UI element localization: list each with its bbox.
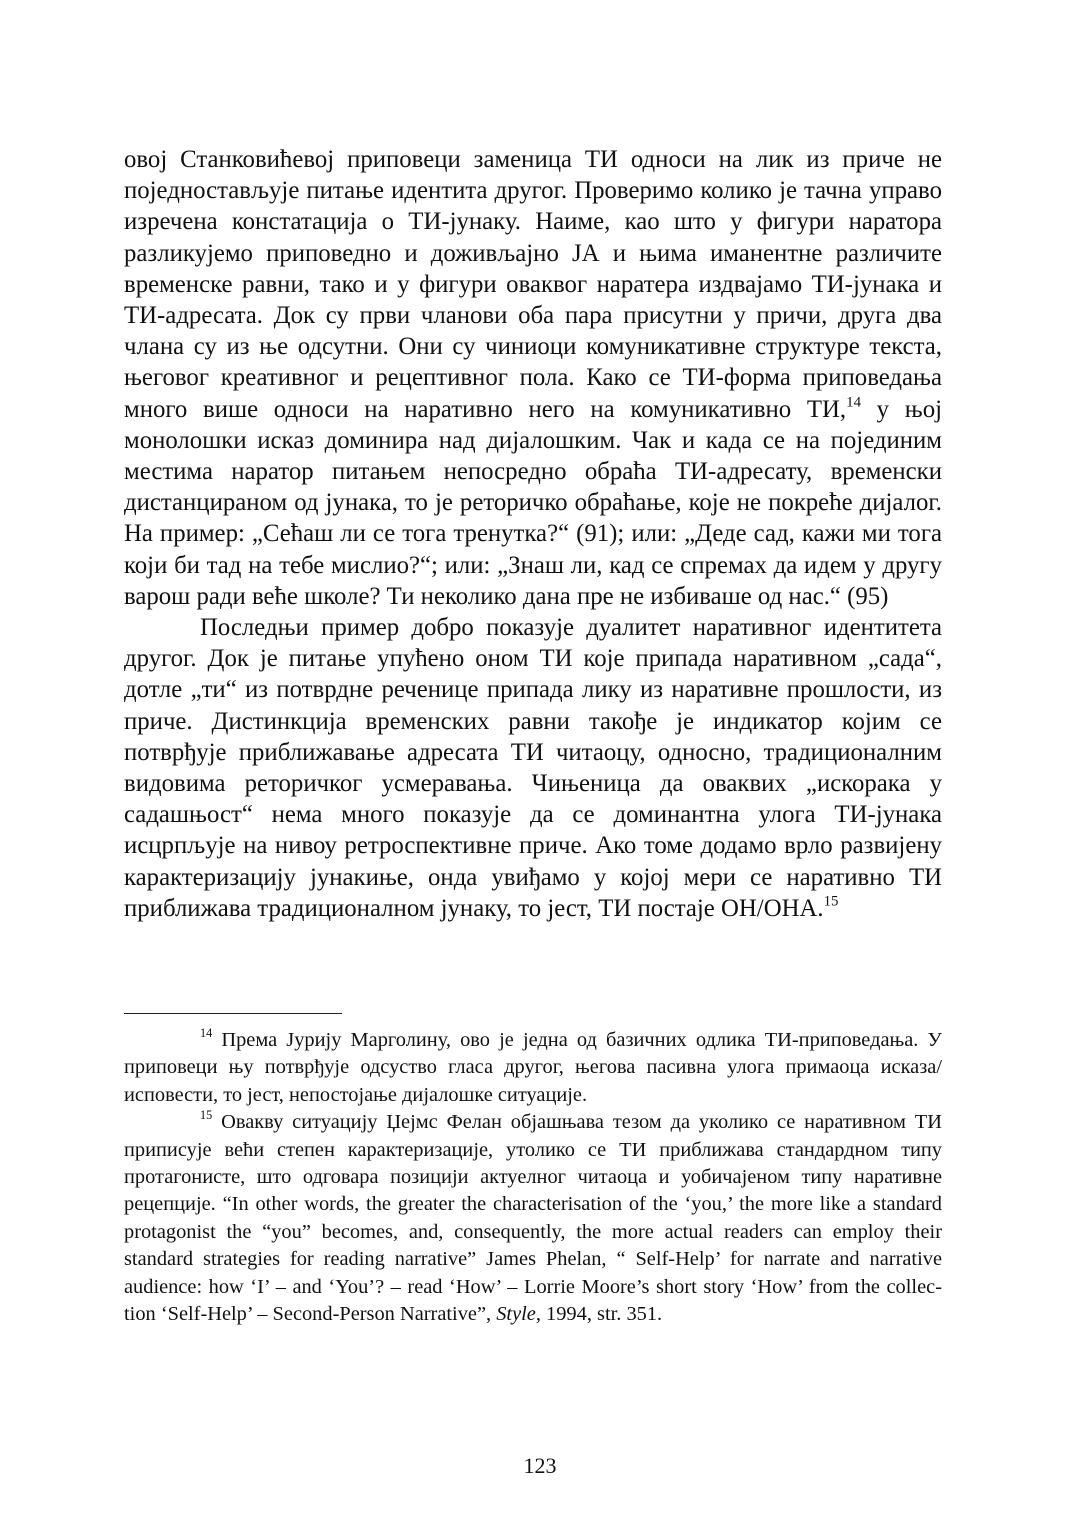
page-number: 123 [523, 1453, 557, 1478]
paragraph-2-text: Последњи пример добро показује дуалитет наративног идентитета другог. Док је питање упућено оном ТИ које припада наративном „сада“, дотле „ти“ из потврдне реченице припада лику из наративне прошлости, из приче. Дистинкција временских равни такође је индикатор којим се потврђује приближавање адресата ТИ читаоцу, односно, традиционалним видовима реторичког усмеравања. Чињеница да оваквих „искорака у садашњост“ нема много показује да се доминантна улога ТИ-јунака исцрпљује на нивоу ретроспективне приче. Ако томе додамо врло развијену карактеризацију јунакиње, онда увиђамо у којој мери се наративно ТИ приближава традиционалном јунаку, то јест, ТИ постаје ОН/ОНА. [124, 614, 942, 922]
footnote-separator [124, 1013, 342, 1014]
footnote-ref-14[interactable]: 14 [846, 393, 861, 410]
paragraph-1-text-b: у њој монолошки исказ доминира над дијалошким. Чак и када се на појединим местима наратор питањем непосредно обраћа ТИ-адресату, временски дистанцираном од јунака, то је реторичко обраћање, које не покреће дијалог. На пример: „Сећаш ли се тога тренутка?“ (91); или: „Деде сад, кажи ми тога који би тад на тебе мислио?“; или: „Знаш ли, кад се спремах да идем у другу варош ради веће школе? Ти неколико дана пре не избиваше од нас.“ (95) [124, 395, 942, 610]
footnote-14-number: 14 [200, 1026, 213, 1041]
footnotes [124, 1027, 942, 1328]
paragraph-1 [124, 144, 942, 612]
paragraph-1-text-a: овој Станковићевој приповеци заменица ТИ односи на лик из приче не поједностављује питање идентита другог. Проверимо колико је тачна управо изречена констатација о ТИ-јунаку. Наиме, као што у фигури наратора разликујемо приповедно и доживљајно ЈА и њима иманентне различите временске равни, тако и у фигури оваквог наратера издвајамо ТИ-јунака и ТИ-адресата. Док су први чланови оба пара присутни у причи, друга два члана су из ње одсутни. Они су чиниоци комуникативне структуре текста, његовог креативног и рецептивног пола. Како се ТИ-форма приповедања много више односи на наративно него на комуникативно ТИ, [124, 146, 942, 423]
footnote-15-number: 15 [200, 1108, 213, 1123]
footnote-15-text-a: Овакву ситуацију Џејмс Фелан објашњава тезом да уколико се наративном ТИ приписује већи степен карактеризације, утолико се ТИ приближава стандардном типу протагонисте, што одговара позицији актуелног читаоца и уобичајеном типу наративне рецепције. “In other words, the greater the characterisation of the ‘you,’ the more like a standard protagonist the “you” becomes, and, consequently, the more actual readers can employ their standard strategies for reading narrative” James Phelan, “ Self-Help’ for narrate and narrative audience: how ‘I’ – and ‘You’? – read ‘How’ – Lorrie Moore’s short story ‘How’ from the collection ‘Self-Help’ – Second-Person Narrative”, [124, 1111, 942, 1326]
footnote-15-journal-title: Style [496, 1303, 536, 1326]
paragraph-2 [124, 612, 942, 924]
footnote-14 [124, 1027, 942, 1109]
footnote-15 [124, 1109, 942, 1328]
footnote-15-text-b: , 1994, str. 351. [535, 1303, 663, 1326]
footnote-ref-15[interactable]: 15 [823, 893, 839, 910]
main-text [124, 144, 942, 924]
footnote-14-text: Према Јурију Марголину, ово је једна од базичних одлика ТИ-приповедања. У приповеци њу потврђује одсуство гласа другог, његова пасивна улога примаоца исказа/исповести, то јест, непостојање дијалошке ситуације. [124, 1029, 942, 1106]
